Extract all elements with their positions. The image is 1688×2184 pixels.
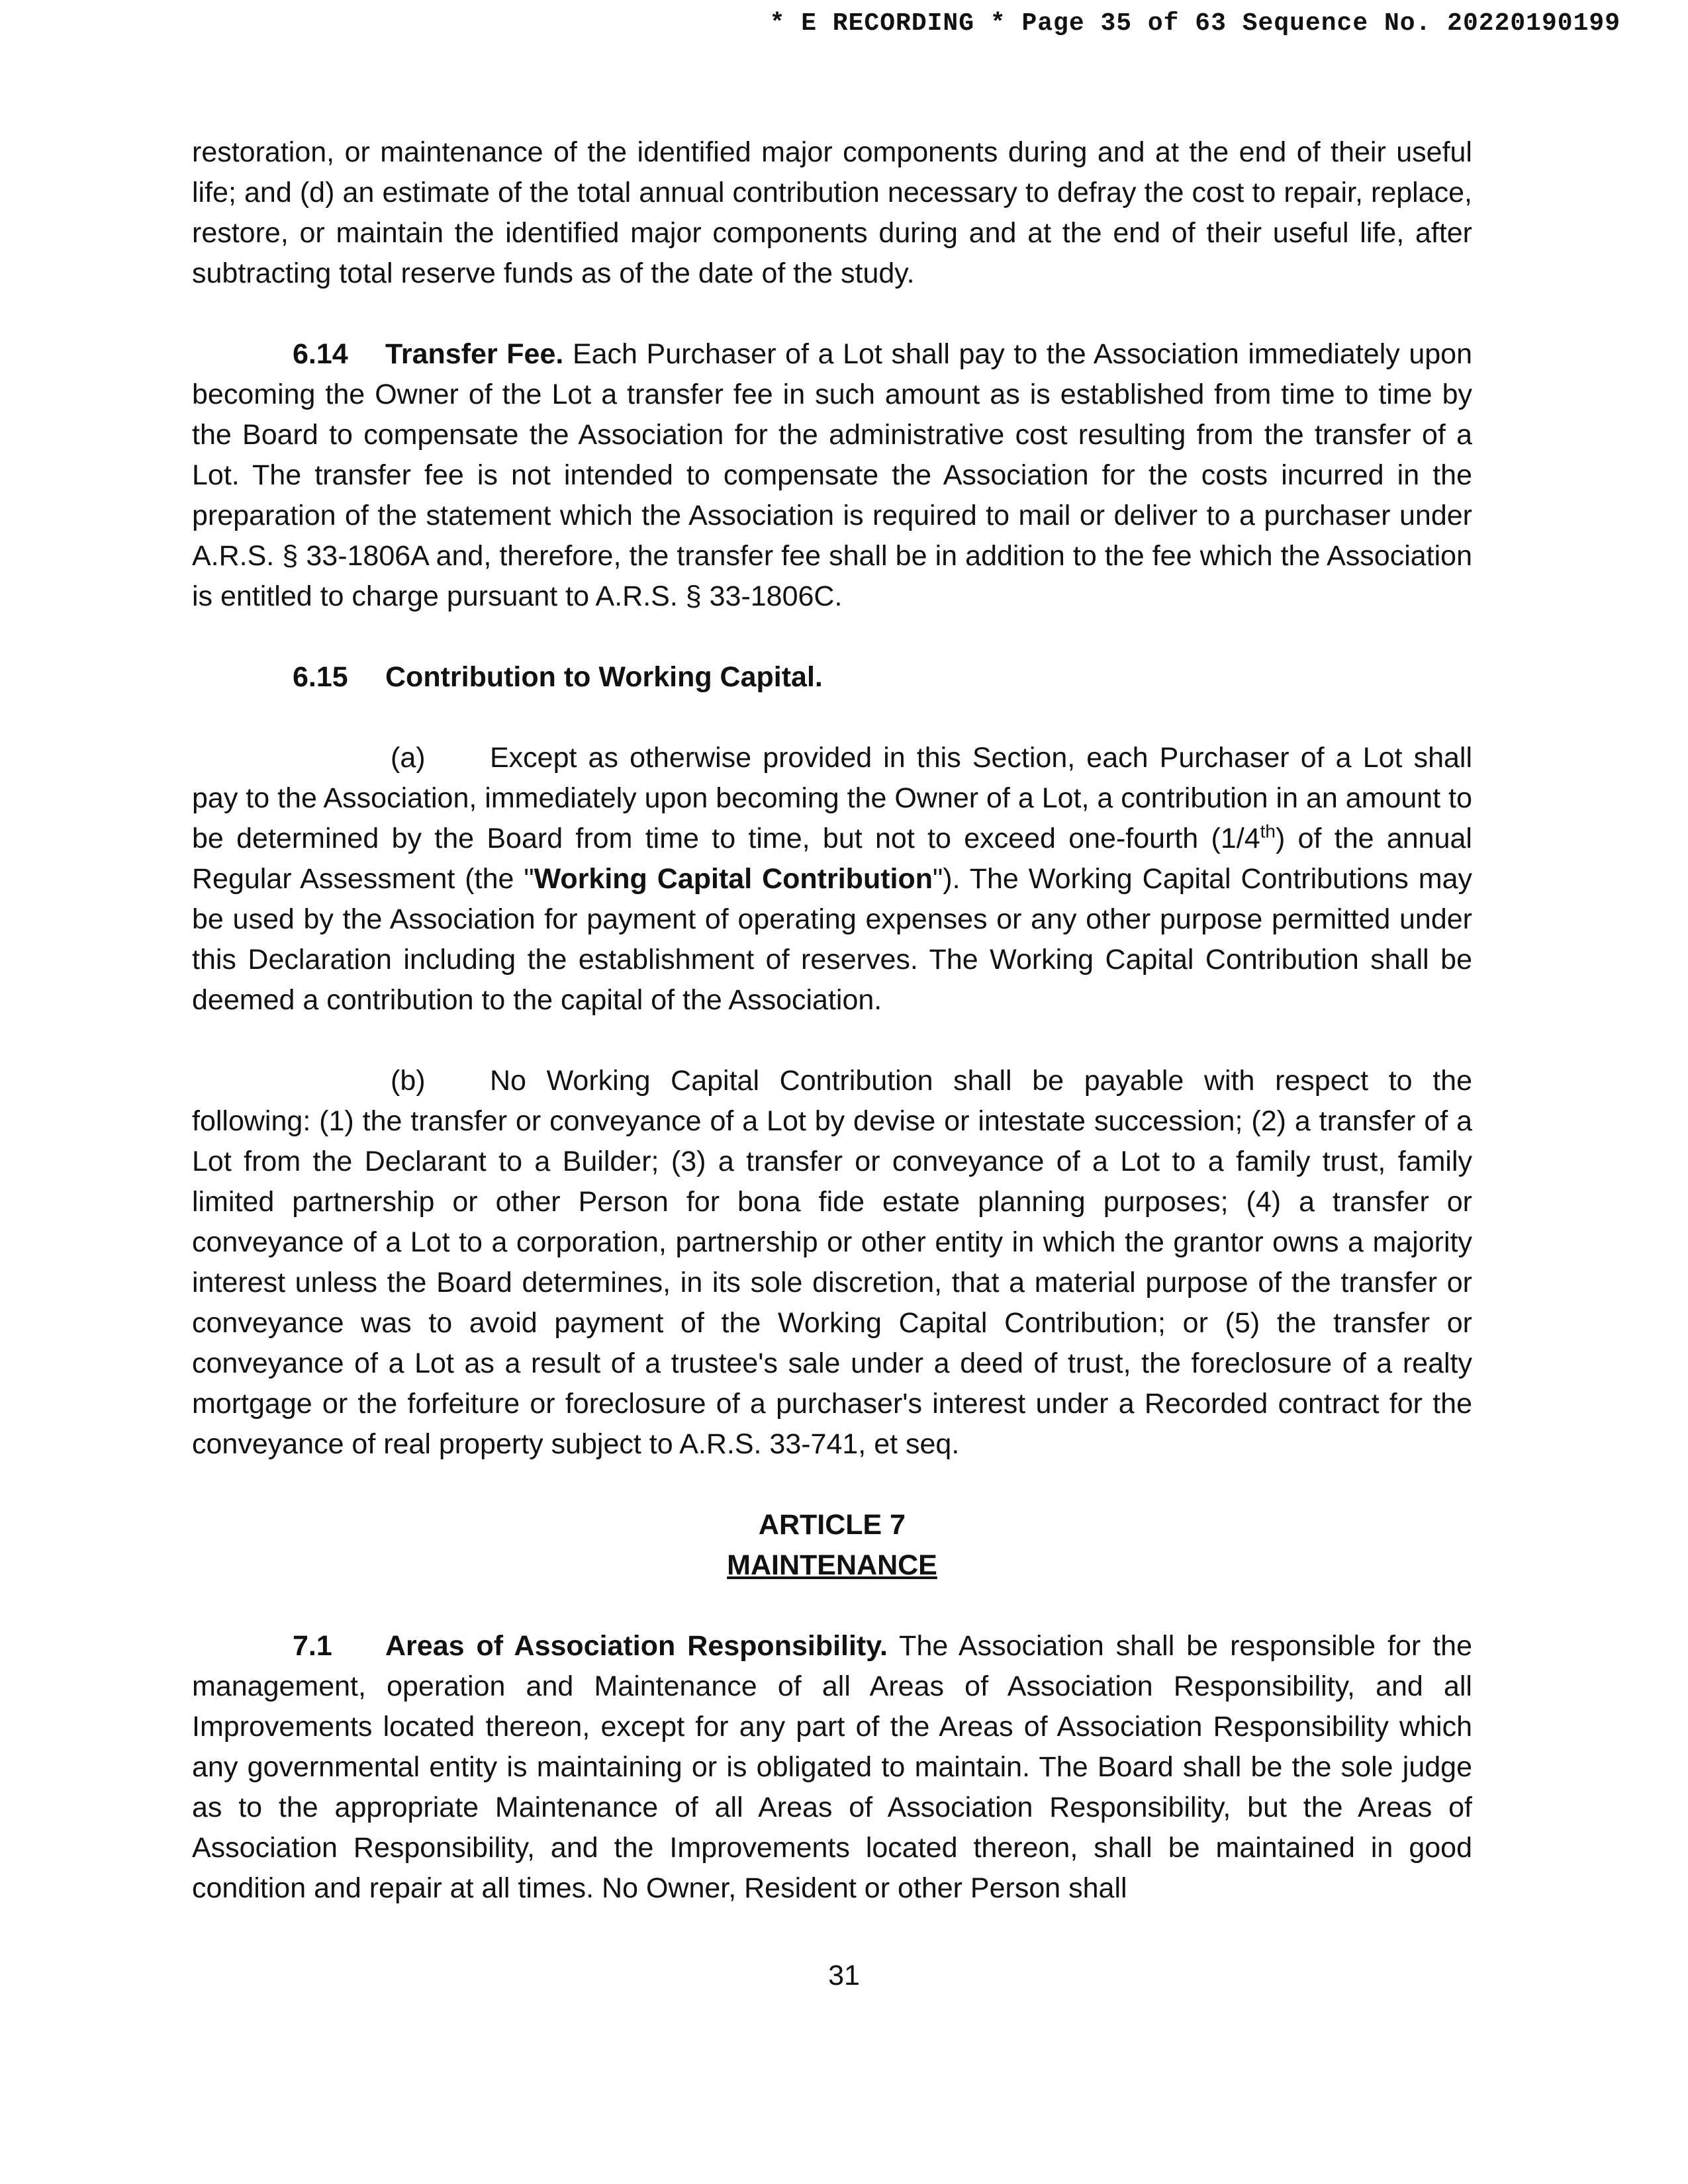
defined-term: Working Capital Contribution bbox=[534, 863, 933, 895]
continuation-paragraph: restoration, or maintenance of the identified major components during and at the end of their useful life; and (d) an estimate of the total annual contribution necessary to defray the cost to repair, replace, restore, or maintain the identified major components during and at the end of their useful life, after subtracting total reserve funds as of the date of the study. bbox=[192, 136, 1472, 289]
subsection-b bbox=[192, 1061, 1472, 1465]
section-title: Contribution to Working Capital. bbox=[385, 661, 823, 693]
section-number: 6.14 bbox=[293, 338, 348, 370]
article-number: ARTICLE 7 bbox=[758, 1509, 906, 1541]
section-title: Transfer Fee. bbox=[385, 338, 564, 370]
page-number: 31 bbox=[828, 1960, 860, 1991]
section-6-15-heading bbox=[192, 657, 1472, 698]
section-number: 7.1 bbox=[293, 1630, 332, 1662]
section-title: Areas of Association Responsibility. bbox=[385, 1630, 888, 1662]
subsection-a bbox=[192, 738, 1472, 1021]
subsection-label: (b) bbox=[391, 1065, 426, 1097]
ordinal-superscript: th bbox=[1260, 821, 1276, 842]
section-body: Each Purchaser of a Lot shall pay to the Association immediately upon becoming the Owner of the Lot a transfer fee in such amount as is established from time to time by the Board to compensate the Association for the administrative cost resulting from the transfer of a Lot. The transfer fee is not intended to compensate the Association for the costs incurred in the preparation of the statement which the Association is required to mail or deliver to a purchaser under A.R.S. § 33-1806A and, therefore, the transfer fee shall be in addition to the fee which the Association is entitled to charge pursuant to A.R.S. § 33-1806C. bbox=[192, 338, 1473, 612]
recording-stamp: * E RECORDING * Page 35 of 63 Sequence No. 20220190199 bbox=[769, 9, 1620, 38]
subsection-text-middle: ) of the annual Regular Assessment (the " bbox=[192, 823, 1472, 895]
subsection-label: (a) bbox=[391, 742, 426, 774]
document-page bbox=[192, 132, 1472, 1909]
section-number: 6.15 bbox=[293, 661, 348, 693]
subsection-text-before: Except as otherwise provided in this Section, each Purchaser of a Lot shall pay to the Association, immediately upon becoming the Owner of a Lot, a contribution in an amount to be determined by the Board from time to time, but not to exceed one-fourth (1/4 bbox=[192, 742, 1472, 854]
section-7-1 bbox=[192, 1626, 1472, 1909]
section-6-14 bbox=[192, 334, 1472, 617]
subsection-text: No Working Capital Contribution shall be payable with respect to the following: (1) the transfer or conveyance of a Lot by devise or intestate succession; (2) a transfer of a Lot from the Declarant to a Builder; (3) a transfer or conveyance of a Lot to a family trust, family limited partnership or other Person for bona fide estate planning purposes; (4) a transfer or conveyance of a Lot to a corporation, partnership or other entity in which the grantor owns a majority interest unless the Board determines, in its sole discretion, that a material purpose of the transfer or conveyance was to avoid payment of the Working Capital Contribution; or (5) the transfer or conveyance of a Lot as a result of a trustee's sale under a deed of trust, the foreclosure of a realty mortgage or the forfeiture or foreclosure of a purchaser's interest under a Recorded contract for the conveyance of real property subject to A.R.S. 33-741, et seq. bbox=[192, 1065, 1472, 1460]
article-heading bbox=[192, 1505, 1472, 1586]
article-title: MAINTENANCE bbox=[727, 1549, 937, 1581]
section-body: The Association shall be responsible for the management, operation and Maintenance of all Areas of Association Responsibility, and all Improvements located thereon, except for any part of the Areas of Association Responsibility which any governmental entity is maintaining or is obligated to maintain. The Board shall be the sole judge as to the appropriate Maintenance of all Areas of Association Responsibility, but the Areas of Association Responsibility, and the Improvements located thereon, shall be maintained in good condition and repair at all times. No Owner, Resident or other Person shall bbox=[192, 1630, 1472, 1904]
subsection-text-after: "). The Working Capital Contributions may be used by the Association for payment of operating expenses or any other purpose permitted under this Declaration including the establishment of reserves. The Working Capital Contribution shall be deemed a contribution to the capital of the Association. bbox=[192, 863, 1472, 1016]
